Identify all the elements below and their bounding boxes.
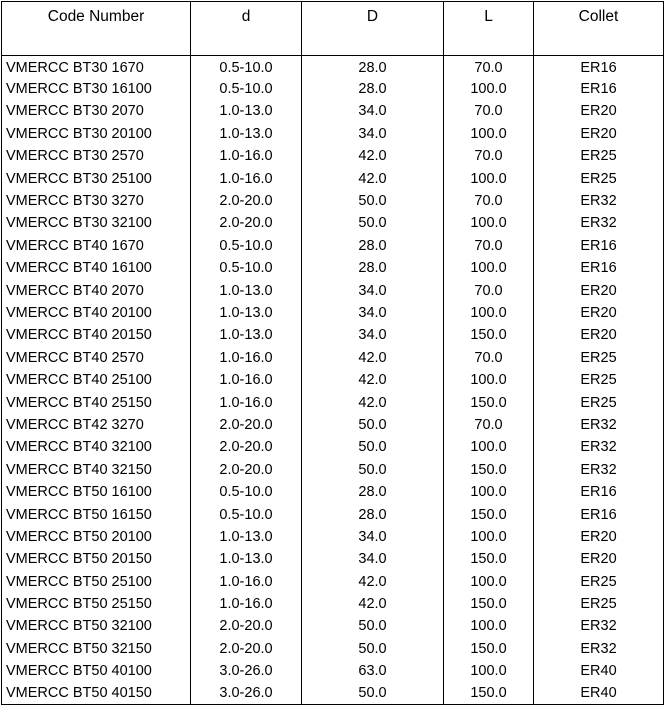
cell-collet: ER32 xyxy=(534,436,664,458)
cell-D: 42.0 xyxy=(302,593,444,615)
cell-D: 50.0 xyxy=(302,615,444,637)
cell-D: 50.0 xyxy=(302,459,444,481)
cell-code-number: VMERCC BT40 20150 xyxy=(2,324,191,346)
cell-L: 100.0 xyxy=(444,167,534,189)
cell-L: 70.0 xyxy=(444,100,534,122)
table-row xyxy=(2,548,664,570)
table-row xyxy=(2,391,664,413)
cell-L: 70.0 xyxy=(444,145,534,167)
cell-collet: ER20 xyxy=(534,324,664,346)
table-row xyxy=(2,503,664,525)
cell-L: 100.0 xyxy=(444,123,534,145)
cell-collet: ER20 xyxy=(534,100,664,122)
cell-d: 1.0-16.0 xyxy=(191,593,302,615)
table-row xyxy=(2,100,664,122)
cell-D: 34.0 xyxy=(302,279,444,301)
cell-code-number: VMERCC BT40 32100 xyxy=(2,436,191,458)
table-row xyxy=(2,235,664,257)
table-row xyxy=(2,593,664,615)
table-row xyxy=(2,279,664,301)
cell-code-number: VMERCC BT50 40150 xyxy=(2,682,191,704)
cell-code-number: VMERCC BT40 16100 xyxy=(2,257,191,279)
cell-collet: ER16 xyxy=(534,503,664,525)
cell-D: 34.0 xyxy=(302,526,444,548)
cell-code-number: VMERCC BT30 16100 xyxy=(2,78,191,100)
cell-D: 50.0 xyxy=(302,682,444,704)
cell-collet: ER25 xyxy=(534,145,664,167)
cell-D: 42.0 xyxy=(302,145,444,167)
cell-collet: ER20 xyxy=(534,279,664,301)
cell-code-number: VMERCC BT30 25100 xyxy=(2,167,191,189)
cell-d: 1.0-13.0 xyxy=(191,100,302,122)
table-row xyxy=(2,481,664,503)
cell-d: 2.0-20.0 xyxy=(191,190,302,212)
cell-code-number: VMERCC BT40 2570 xyxy=(2,347,191,369)
cell-code-number: VMERCC BT30 32100 xyxy=(2,212,191,234)
cell-code-number: VMERCC BT50 40100 xyxy=(2,660,191,682)
table-row xyxy=(2,145,664,167)
cell-D: 34.0 xyxy=(302,100,444,122)
cell-D: 42.0 xyxy=(302,391,444,413)
cell-collet: ER25 xyxy=(534,347,664,369)
cell-L: 100.0 xyxy=(444,78,534,100)
header-D: D xyxy=(302,2,444,56)
cell-d: 0.5-10.0 xyxy=(191,503,302,525)
cell-L: 150.0 xyxy=(444,593,534,615)
cell-D: 34.0 xyxy=(302,324,444,346)
cell-L: 70.0 xyxy=(444,190,534,212)
table-row xyxy=(2,570,664,592)
cell-d: 2.0-20.0 xyxy=(191,615,302,637)
cell-code-number: VMERCC BT50 32150 xyxy=(2,638,191,660)
cell-code-number: VMERCC BT40 32150 xyxy=(2,459,191,481)
cell-L: 70.0 xyxy=(444,56,534,78)
cell-code-number: VMERCC BT40 20100 xyxy=(2,302,191,324)
cell-code-number: VMERCC BT30 3270 xyxy=(2,190,191,212)
table-row xyxy=(2,615,664,637)
cell-d: 2.0-20.0 xyxy=(191,414,302,436)
table-row xyxy=(2,638,664,660)
cell-d: 0.5-10.0 xyxy=(191,481,302,503)
cell-d: 1.0-13.0 xyxy=(191,526,302,548)
cell-d: 3.0-26.0 xyxy=(191,660,302,682)
cell-D: 50.0 xyxy=(302,414,444,436)
cell-L: 70.0 xyxy=(444,347,534,369)
cell-code-number: VMERCC BT50 25100 xyxy=(2,570,191,592)
table-header xyxy=(2,2,664,56)
table-row xyxy=(2,414,664,436)
cell-L: 100.0 xyxy=(444,257,534,279)
cell-collet: ER32 xyxy=(534,459,664,481)
header-code-number: Code Number xyxy=(2,2,191,56)
cell-D: 42.0 xyxy=(302,347,444,369)
cell-L: 70.0 xyxy=(444,235,534,257)
cell-D: 50.0 xyxy=(302,212,444,234)
table-row xyxy=(2,459,664,481)
cell-collet: ER20 xyxy=(534,548,664,570)
collet-chuck-spec-table xyxy=(1,1,664,705)
cell-code-number: VMERCC BT50 20150 xyxy=(2,548,191,570)
cell-D: 34.0 xyxy=(302,302,444,324)
cell-collet: ER32 xyxy=(534,212,664,234)
cell-L: 150.0 xyxy=(444,391,534,413)
cell-code-number: VMERCC BT30 20100 xyxy=(2,123,191,145)
cell-L: 100.0 xyxy=(444,212,534,234)
cell-L: 70.0 xyxy=(444,414,534,436)
cell-d: 1.0-13.0 xyxy=(191,548,302,570)
cell-D: 42.0 xyxy=(302,570,444,592)
cell-d: 1.0-13.0 xyxy=(191,279,302,301)
cell-code-number: VMERCC BT50 20100 xyxy=(2,526,191,548)
table-row xyxy=(2,167,664,189)
cell-D: 28.0 xyxy=(302,503,444,525)
cell-collet: ER32 xyxy=(534,190,664,212)
table-row xyxy=(2,257,664,279)
cell-D: 28.0 xyxy=(302,235,444,257)
cell-L: 100.0 xyxy=(444,302,534,324)
cell-L: 150.0 xyxy=(444,682,534,704)
table-row xyxy=(2,369,664,391)
cell-code-number: VMERCC BT40 25150 xyxy=(2,391,191,413)
header-collet: Collet xyxy=(534,2,664,56)
cell-d: 1.0-13.0 xyxy=(191,324,302,346)
cell-collet: ER32 xyxy=(534,414,664,436)
header-d: d xyxy=(191,2,302,56)
cell-collet: ER40 xyxy=(534,682,664,704)
cell-collet: ER25 xyxy=(534,593,664,615)
cell-collet: ER32 xyxy=(534,638,664,660)
table-row xyxy=(2,324,664,346)
cell-code-number: VMERCC BT30 2570 xyxy=(2,145,191,167)
cell-L: 100.0 xyxy=(444,526,534,548)
cell-code-number: VMERCC BT50 16100 xyxy=(2,481,191,503)
table-row xyxy=(2,212,664,234)
cell-collet: ER20 xyxy=(534,123,664,145)
cell-d: 0.5-10.0 xyxy=(191,78,302,100)
cell-D: 42.0 xyxy=(302,369,444,391)
cell-d: 1.0-16.0 xyxy=(191,570,302,592)
cell-L: 150.0 xyxy=(444,548,534,570)
cell-L: 70.0 xyxy=(444,279,534,301)
table-row xyxy=(2,682,664,704)
cell-d: 1.0-16.0 xyxy=(191,391,302,413)
cell-d: 1.0-16.0 xyxy=(191,145,302,167)
cell-collet: ER16 xyxy=(534,257,664,279)
cell-d: 0.5-10.0 xyxy=(191,235,302,257)
cell-L: 100.0 xyxy=(444,570,534,592)
cell-code-number: VMERCC BT40 2070 xyxy=(2,279,191,301)
cell-D: 42.0 xyxy=(302,167,444,189)
cell-d: 2.0-20.0 xyxy=(191,436,302,458)
cell-collet: ER32 xyxy=(534,615,664,637)
cell-collet: ER16 xyxy=(534,78,664,100)
table-row xyxy=(2,660,664,682)
cell-d: 2.0-20.0 xyxy=(191,212,302,234)
cell-D: 50.0 xyxy=(302,436,444,458)
cell-D: 28.0 xyxy=(302,481,444,503)
cell-L: 100.0 xyxy=(444,481,534,503)
cell-collet: ER25 xyxy=(534,369,664,391)
cell-code-number: VMERCC BT42 3270 xyxy=(2,414,191,436)
header-L: L xyxy=(444,2,534,56)
cell-d: 2.0-20.0 xyxy=(191,638,302,660)
cell-L: 150.0 xyxy=(444,638,534,660)
cell-L: 150.0 xyxy=(444,503,534,525)
cell-collet: ER16 xyxy=(534,56,664,78)
cell-d: 1.0-13.0 xyxy=(191,123,302,145)
table-row xyxy=(2,190,664,212)
cell-d: 0.5-10.0 xyxy=(191,257,302,279)
cell-collet: ER16 xyxy=(534,481,664,503)
cell-d: 0.5-10.0 xyxy=(191,56,302,78)
cell-collet: ER25 xyxy=(534,391,664,413)
cell-code-number: VMERCC BT50 32100 xyxy=(2,615,191,637)
cell-L: 100.0 xyxy=(444,660,534,682)
table-body xyxy=(2,56,664,705)
cell-code-number: VMERCC BT50 25150 xyxy=(2,593,191,615)
cell-L: 100.0 xyxy=(444,615,534,637)
cell-d: 1.0-13.0 xyxy=(191,302,302,324)
cell-code-number: VMERCC BT40 25100 xyxy=(2,369,191,391)
cell-d: 1.0-16.0 xyxy=(191,347,302,369)
table-row xyxy=(2,436,664,458)
cell-code-number: VMERCC BT40 1670 xyxy=(2,235,191,257)
cell-d: 1.0-16.0 xyxy=(191,369,302,391)
cell-D: 28.0 xyxy=(302,78,444,100)
cell-d: 1.0-16.0 xyxy=(191,167,302,189)
table-row xyxy=(2,302,664,324)
cell-code-number: VMERCC BT30 1670 xyxy=(2,56,191,78)
table-row xyxy=(2,347,664,369)
header-row xyxy=(2,2,664,56)
cell-L: 150.0 xyxy=(444,459,534,481)
table-row xyxy=(2,56,664,78)
cell-collet: ER20 xyxy=(534,526,664,548)
cell-collet: ER40 xyxy=(534,660,664,682)
cell-collet: ER25 xyxy=(534,570,664,592)
cell-D: 50.0 xyxy=(302,190,444,212)
cell-collet: ER16 xyxy=(534,235,664,257)
cell-D: 34.0 xyxy=(302,123,444,145)
cell-code-number: VMERCC BT50 16150 xyxy=(2,503,191,525)
cell-D: 50.0 xyxy=(302,638,444,660)
cell-D: 28.0 xyxy=(302,257,444,279)
cell-L: 100.0 xyxy=(444,369,534,391)
cell-collet: ER25 xyxy=(534,167,664,189)
cell-code-number: VMERCC BT30 2070 xyxy=(2,100,191,122)
cell-D: 34.0 xyxy=(302,548,444,570)
cell-L: 150.0 xyxy=(444,324,534,346)
table-row xyxy=(2,526,664,548)
table-row xyxy=(2,78,664,100)
cell-collet: ER20 xyxy=(534,302,664,324)
cell-D: 63.0 xyxy=(302,660,444,682)
cell-L: 100.0 xyxy=(444,436,534,458)
cell-D: 28.0 xyxy=(302,56,444,78)
cell-d: 3.0-26.0 xyxy=(191,682,302,704)
cell-d: 2.0-20.0 xyxy=(191,459,302,481)
table-row xyxy=(2,123,664,145)
